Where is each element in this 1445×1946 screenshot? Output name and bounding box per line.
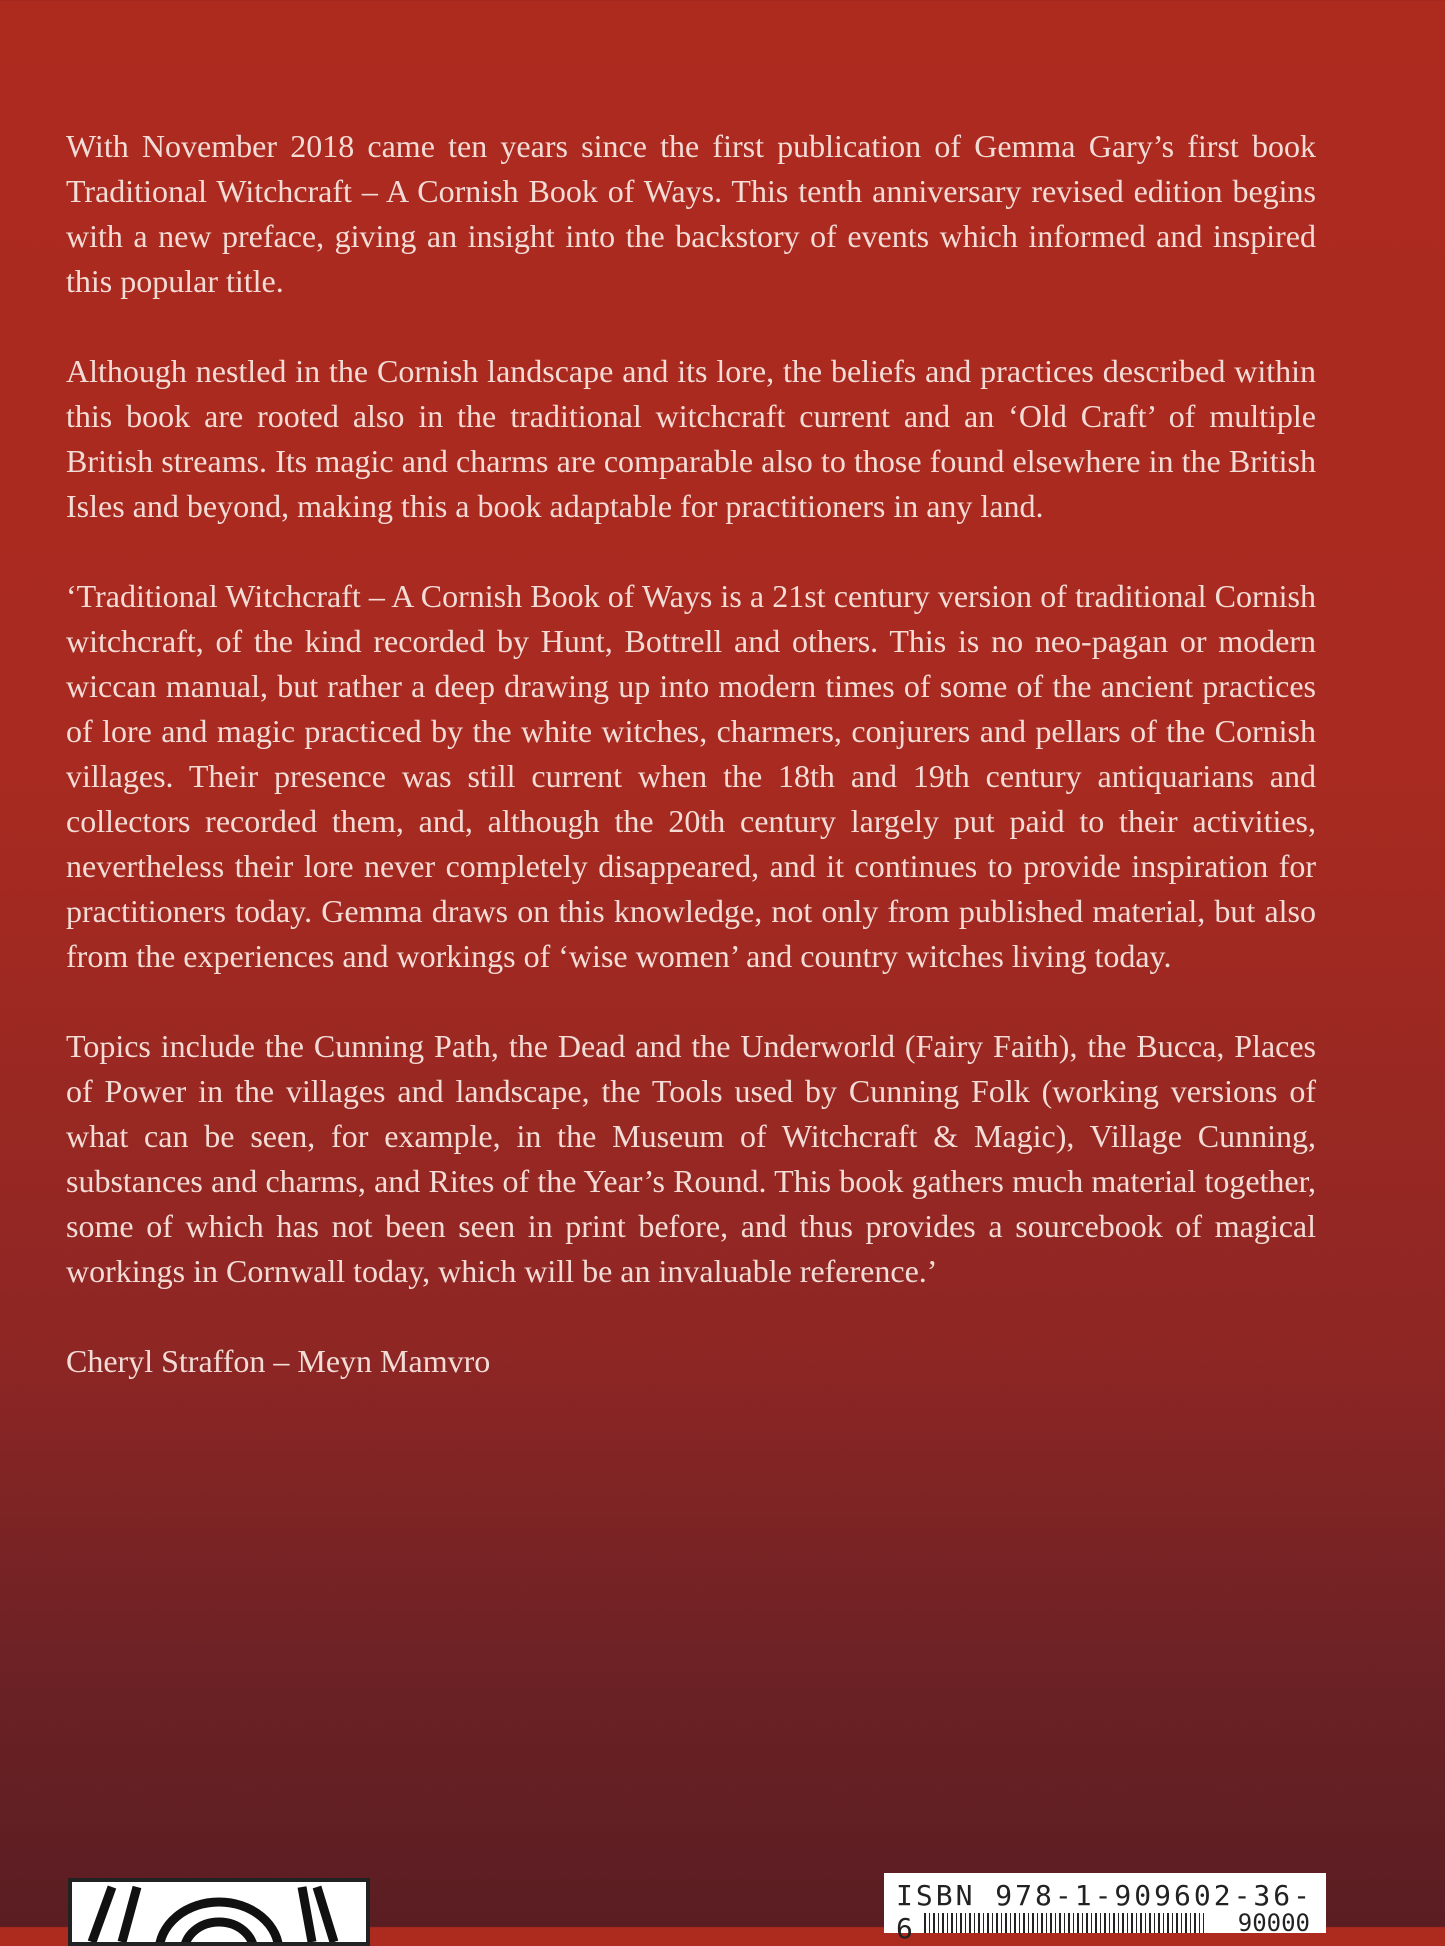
barcode-label	[884, 1873, 1326, 1945]
review-attribution: Cheryl Straffon – Meyn Mamvro	[66, 1343, 491, 1379]
back-cover-blurb	[66, 124, 1316, 1429]
blurb-paragraph: ‘Traditional Witchcraft – A Cornish Book of Ways is a 21st century version of traditional Cornish witchcraft, of the kind recorded by Hunt, Bottrell and others. This is no neo-pagan or modern wiccan manual, but rather a deep drawing up into modern times of some of the ancient practices of lore and magic practiced by the white witches, charmers, conjurers and pellars of the Cornish villages. Their presence was still current when the 18th and 19th century antiquarians and collectors recorded them, and, although the 20th century largely put paid to their activities, nevertheless their lore never completely disappeared, and it continues to provide inspiration for practitioners today. Gemma draws on this knowledge, not only from published material, but also from the experiences and workings of ‘wise women’ and country witches living today.	[66, 578, 1316, 974]
blurb-paragraph: Topics include the Cunning Path, the Dead and the Underworld (Fairy Faith), the Bucca, Places of Power in the villages and landscape, the Tools used by Cunning Folk (working versions of what can be seen, for example, in the Museum of Witchcraft & Magic), Village Cunning, substances and charms, and Rites of the Year’s Round. This book gathers much material together, some of which has not been seen in print before, and thus provides a sourcebook of magical workings in Cornwall today, which will be an invaluable reference.’	[66, 1028, 1316, 1289]
isbn-number: ISBN 978-1-909602-36-6	[896, 1879, 1314, 1945]
spiral-logo-icon	[72, 1882, 366, 1942]
blurb-paragraph: Although nestled in the Cornish landscape and its lore, the beliefs and practices described within this book are rooted also in the traditional witchcraft current and an ‘Old Craft’ of multiple British streams. Its magic and charms are comparable also to those found elsewhere in the British Isles and beyond, making this a book adaptable for practitioners in any land.	[66, 353, 1316, 524]
price-code: 90000	[1237, 1909, 1310, 1937]
blurb-paragraph: With November 2018 came ten years since the first publication of Gemma Gary’s first book Traditional Witchcraft – A Cornish Book of Ways. This tenth anniversary revised edition begins with a new preface, giving an insight into the backstory of events which informed and inspired this popular title.	[66, 128, 1316, 299]
barcode-icon	[924, 1913, 1204, 1933]
publisher-logo	[68, 1878, 370, 1946]
